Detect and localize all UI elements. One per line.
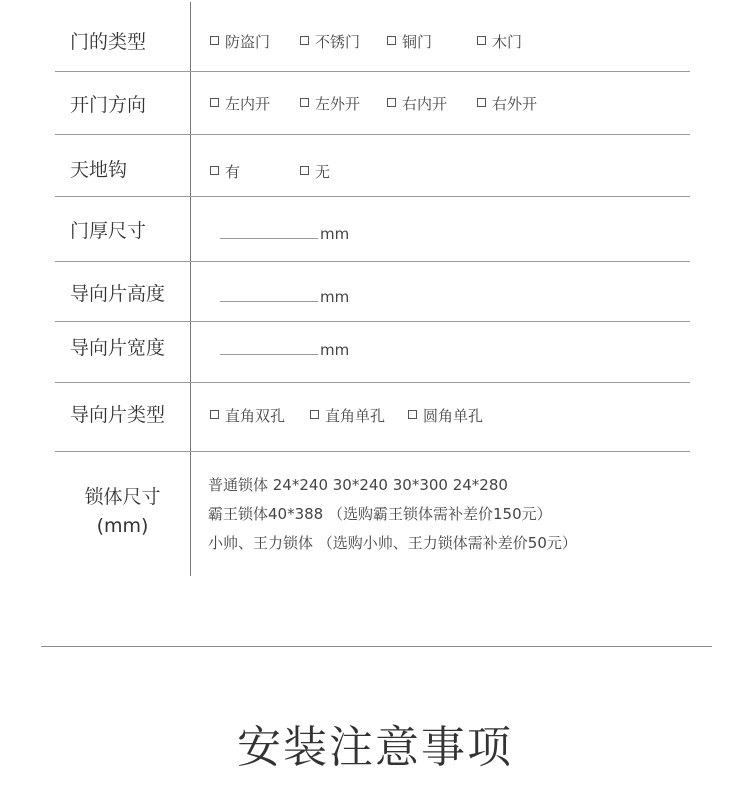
option-right-outward[interactable]: 右外开 (477, 94, 537, 114)
option-square-double-hole[interactable]: 直角双孔 (210, 406, 285, 426)
guide-width-field[interactable]: mm (220, 340, 349, 360)
option-right-inward[interactable]: 右内开 (387, 94, 447, 114)
row-divider (55, 134, 690, 135)
door-thickness-field[interactable]: mm (220, 224, 349, 244)
row-divider (55, 196, 690, 197)
option-round-single-hole[interactable]: 圆角单孔 (408, 406, 483, 426)
option-copper-door[interactable]: 铜门 (387, 32, 432, 52)
blank-line[interactable] (220, 226, 318, 239)
option-anti-theft-door[interactable]: 防盗门 (210, 32, 270, 52)
row-label-lock-size-unit: (mm) (96, 515, 149, 537)
checkbox-icon[interactable] (477, 98, 486, 107)
guide-height-field[interactable]: mm (220, 287, 349, 307)
row-divider (55, 382, 690, 383)
row-divider (55, 321, 690, 322)
section-divider (41, 646, 712, 647)
checkbox-icon[interactable] (210, 36, 219, 45)
column-divider (190, 2, 191, 576)
section-title: 安装注意事项 (237, 722, 513, 773)
lock-size-line: 霸王锁体40*388 （选购霸王锁体需补差价150元） (208, 505, 552, 523)
row-label-door-thickness: 门厚尺寸 (70, 220, 147, 242)
checkbox-icon[interactable] (310, 410, 319, 419)
checkbox-icon[interactable] (210, 410, 219, 419)
checkbox-icon[interactable] (210, 166, 219, 175)
option-left-inward[interactable]: 左内开 (210, 94, 270, 114)
option-left-outward[interactable]: 左外开 (300, 94, 360, 114)
option-yes[interactable]: 有 (210, 162, 240, 182)
checkbox-icon[interactable] (300, 36, 309, 45)
lock-size-list (208, 471, 577, 558)
row-divider (55, 261, 690, 262)
row-label-sky-ground-hook: 天地钩 (70, 159, 128, 181)
row-label-open-direction: 开门方向 (70, 94, 147, 116)
row-divider (55, 71, 690, 72)
checkbox-icon[interactable] (300, 166, 309, 175)
checkbox-icon[interactable] (477, 36, 486, 45)
lock-size-line: 小帅、王力锁体 （选购小帅、王力锁体需补差价50元） (208, 534, 577, 552)
checkbox-icon[interactable] (387, 36, 396, 45)
option-no[interactable]: 无 (300, 162, 330, 182)
checkbox-icon[interactable] (408, 410, 417, 419)
blank-line[interactable] (220, 342, 318, 355)
blank-line[interactable] (220, 289, 318, 302)
lock-size-line: 普通锁体 24*240 30*240 30*300 24*280 (208, 476, 508, 494)
row-label-guide-type: 导向片类型 (70, 404, 166, 426)
option-square-single-hole[interactable]: 直角单孔 (310, 406, 385, 426)
row-label-guide-height: 导向片高度 (70, 283, 166, 305)
row-divider (55, 451, 690, 452)
row-label-door-type: 门的类型 (70, 31, 147, 53)
option-wood-door[interactable]: 木门 (477, 32, 522, 52)
row-label-lock-size: 锁体尺寸 (84, 486, 161, 508)
spec-table (55, 0, 690, 576)
option-stainless-door[interactable]: 不锈门 (300, 32, 360, 52)
row-label-guide-width: 导向片宽度 (70, 337, 166, 359)
checkbox-icon[interactable] (387, 98, 396, 107)
checkbox-icon[interactable] (300, 98, 309, 107)
checkbox-icon[interactable] (210, 98, 219, 107)
